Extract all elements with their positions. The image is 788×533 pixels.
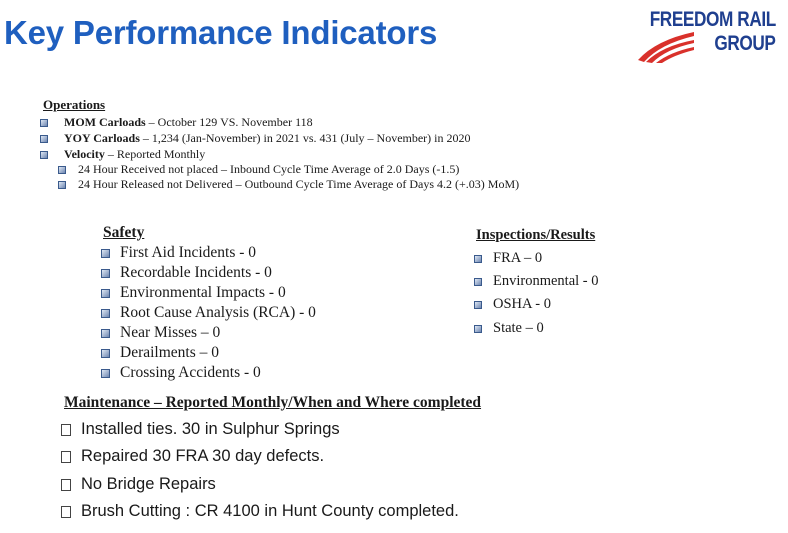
- operations-subitem: [58, 177, 519, 192]
- safety-item-text: First Aid Incidents - 0: [120, 244, 257, 261]
- operations-item-text: – October 129 VS. November 118: [145, 115, 313, 129]
- maintenance-heading: Maintenance – Reported Monthly/When and Where completed: [64, 394, 482, 411]
- missing-glyph-icon: [61, 479, 71, 491]
- inspections-item: [474, 250, 542, 267]
- bullet-icon: [101, 369, 110, 378]
- missing-glyph-icon: [61, 451, 71, 463]
- maintenance-item-text: No Bridge Repairs: [81, 475, 216, 493]
- inspections-heading: Inspections/Results: [476, 227, 596, 243]
- operations-item-label: YOY Carloads: [64, 131, 140, 145]
- operations-item-text: – 1,234 (Jan-November) in 2021 vs. 431 (July – November) in 2020: [139, 131, 471, 145]
- bullet-icon: [101, 349, 110, 358]
- safety-item: [101, 284, 286, 302]
- bullet-icon: [40, 151, 48, 159]
- company-logo: [636, 8, 782, 64]
- operations-subitem-text: 24 Hour Received not placed – Inbound Cycle Time Average of 2.0 Days (-1.5): [78, 162, 460, 176]
- bullet-icon: [40, 119, 48, 127]
- safety-item-text: Crossing Accidents - 0: [120, 364, 261, 381]
- inspections-item-text: State – 0: [493, 320, 544, 336]
- safety-item-text: Near Misses – 0: [120, 324, 221, 341]
- logo-text-line2: GROUP: [714, 32, 776, 55]
- safety-item: [101, 344, 219, 362]
- operations-heading: Operations: [43, 97, 106, 112]
- inspections-item: [474, 320, 544, 337]
- maintenance-item-text: Installed ties. 30 in Sulphur Springs: [81, 420, 340, 438]
- bullet-icon: [474, 325, 482, 333]
- maintenance-item: [61, 420, 340, 439]
- maintenance-item: [61, 475, 216, 494]
- bullet-icon: [474, 255, 482, 263]
- safety-item: [101, 304, 316, 322]
- inspections-item: [474, 296, 551, 313]
- safety-heading: Safety: [103, 224, 145, 241]
- safety-item: [101, 324, 220, 342]
- missing-glyph-icon: [61, 424, 71, 436]
- bullet-icon: [474, 278, 482, 286]
- maintenance-item-text: Brush Cutting : CR 4100 in Hunt County completed.: [81, 502, 459, 520]
- missing-glyph-icon: [61, 506, 71, 518]
- inspections-item: [474, 273, 599, 290]
- operations-subitem-text: 24 Hour Released not Delivered – Outbound Cycle Time Average of Days 4.2 (+.03) MoM): [78, 177, 520, 191]
- rail-swoosh-icon: [636, 28, 696, 64]
- inspections-item-text: FRA – 0: [493, 250, 543, 266]
- maintenance-item: [61, 447, 324, 466]
- operations-item: [40, 131, 471, 146]
- bullet-icon: [474, 301, 482, 309]
- safety-item: [101, 264, 272, 282]
- bullet-icon: [40, 135, 48, 143]
- bullet-icon: [101, 309, 110, 318]
- operations-item-label: MOM Carloads: [64, 115, 146, 129]
- operations-item: [40, 115, 313, 130]
- safety-item: [101, 244, 256, 262]
- bullet-icon: [101, 269, 110, 278]
- bullet-icon: [58, 181, 66, 189]
- safety-item-text: Environmental Impacts - 0: [120, 284, 286, 301]
- maintenance-item: [61, 502, 459, 521]
- inspections-item-text: Environmental - 0: [493, 273, 599, 289]
- bullet-icon: [101, 249, 110, 258]
- logo-text-line1: FREEDOM RAIL: [649, 8, 776, 31]
- operations-item: [40, 147, 205, 162]
- bullet-icon: [58, 166, 66, 174]
- safety-item-text: Derailments – 0: [120, 344, 220, 361]
- page-title: Key Performance Indicators: [4, 14, 438, 51]
- safety-item-text: Root Cause Analysis (RCA) - 0: [120, 304, 316, 321]
- operations-item-label: Velocity: [64, 147, 105, 161]
- safety-item-text: Recordable Incidents - 0: [120, 264, 272, 281]
- bullet-icon: [101, 329, 110, 338]
- safety-item: [101, 364, 261, 382]
- operations-item-text: – Reported Monthly: [104, 147, 206, 161]
- inspections-item-text: OSHA - 0: [493, 296, 552, 312]
- maintenance-item-text: Repaired 30 FRA 30 day defects.: [81, 447, 325, 465]
- operations-subitem: [58, 162, 459, 177]
- bullet-icon: [101, 289, 110, 298]
